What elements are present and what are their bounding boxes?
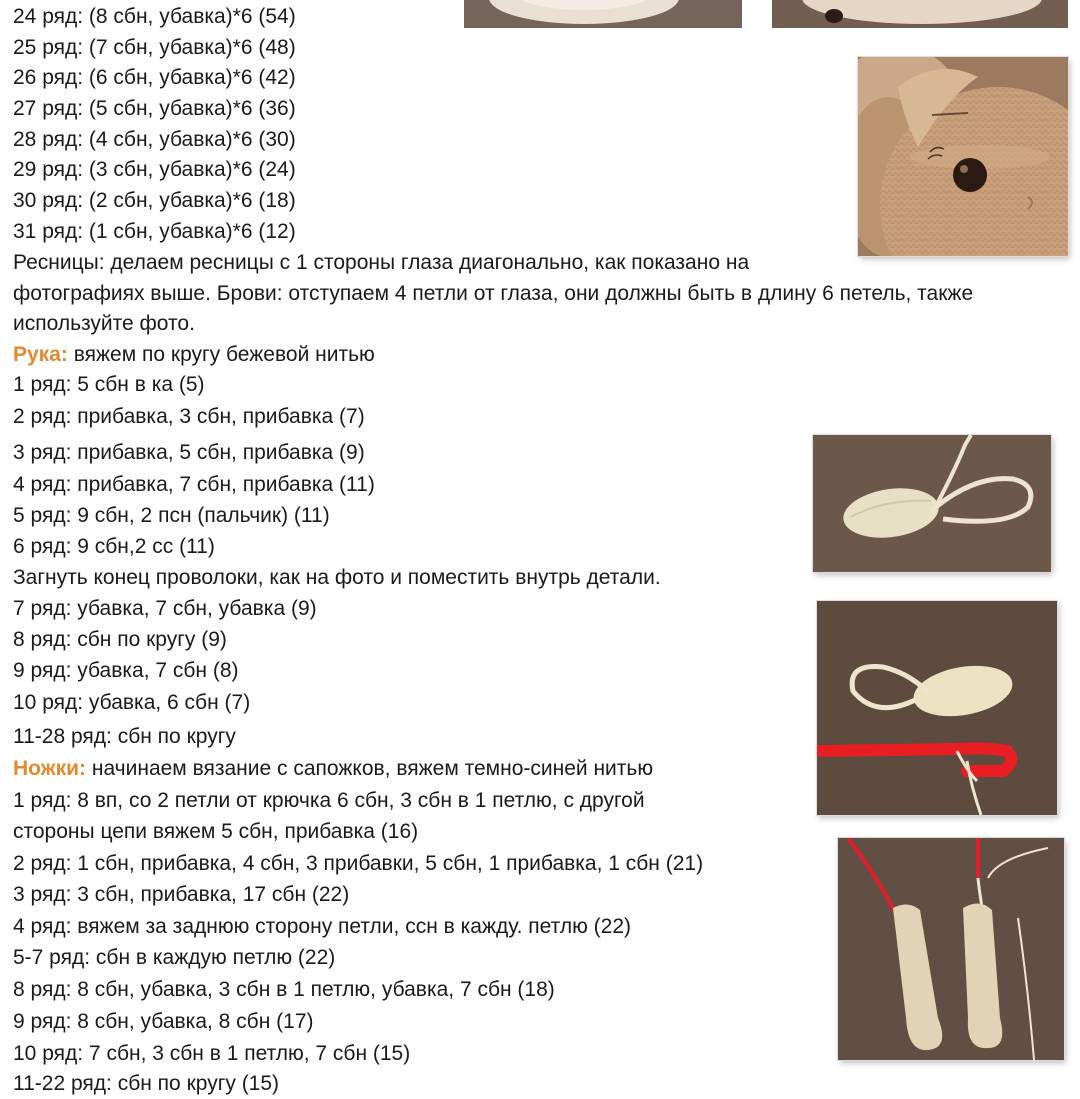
pattern-line: используйте фото. [13,312,195,335]
section-heading-line [13,340,375,370]
photo-head-top-right [772,0,1068,28]
pattern-line: 8 ряд: сбн по кругу (9) [13,628,227,651]
pattern-line: 28 ряд: (4 сбн, убавка)*6 (30) [13,128,296,151]
pattern-line: 25 ряд: (7 сбн, убавка)*6 (48) [13,36,296,59]
pattern-line: Ресницы: делаем ресницы с 1 стороны глаза диагонально, как показано на [13,251,750,274]
pattern-line: 1 ряд: 5 сбн в ка (5) [13,373,205,396]
pattern-line: 11-22 ряд: сбн по кругу (15) [13,1072,280,1095]
pattern-line: 9 ряд: убавка, 7 сбн (8) [13,659,239,682]
pattern-line: 3 ряд: 3 сбн, прибавка, 17 сбн (22) [13,883,350,906]
pattern-line: 11-28 ряд: сбн по кругу [13,725,236,748]
pattern-line: 6 ряд: 9 сбн,2 сс (11) [13,535,215,558]
pattern-line: 8 ряд: 8 сбн, убавка, 3 сбн в 1 петлю, убавка, 7 сбн (18) [13,978,555,1001]
pattern-line: 5-7 ряд: сбн в каждую петлю (22) [13,946,336,969]
pattern-line: 4 ряд: вяжем за заднюю сторону петли, ссн в кажду. петлю (22) [13,915,632,938]
photo-hand-red-wire [817,601,1057,815]
pattern-line: 10 ряд: 7 сбн, 3 сбн в 1 петлю, 7 сбн (15) [13,1042,411,1065]
pattern-line: 24 ряд: (8 сбн, убавка)*6 (54) [13,5,296,28]
section-heading-line [13,754,653,784]
pattern-line: 30 ряд: (2 сбн, убавка)*6 (18) [13,189,296,212]
pattern-line: стороны цепи вяжем 5 сбн, прибавка (16) [13,820,419,843]
photo-hand-wire-loop [813,435,1051,572]
section-description: начинаем вязание с сапожков, вяжем темно-синей нитью [86,757,654,780]
pattern-line: 27 ряд: (5 сбн, убавка)*6 (36) [13,97,296,120]
section-label: Ножки: [13,757,87,780]
pattern-line: 2 ряд: прибавка, 3 сбн, прибавка (7) [13,405,365,428]
section-description: вяжем по кругу бежевой нитью [67,343,375,366]
pattern-line: 2 ряд: 1 сбн, прибавка, 4 сбн, 3 прибавки, 5 сбн, 1 прибавка, 1 сбн (21) [13,852,704,875]
photo-doll-face [858,57,1068,256]
pattern-line: 7 ряд: убавка, 7 сбн, убавка (9) [13,597,317,620]
pattern-line: 31 ряд: (1 сбн, убавка)*6 (12) [13,220,296,243]
pattern-line: 1 ряд: 8 вп, со 2 петли от крючка 6 сбн, 3 сбн в 1 петлю, с другой [13,789,645,812]
pattern-line: 3 ряд: прибавка, 5 сбн, прибавка (9) [13,441,365,464]
pattern-line: 26 ряд: (6 сбн, убавка)*6 (42) [13,66,296,89]
pattern-line: 4 ряд: прибавка, 7 сбн, прибавка (11) [13,473,375,496]
photo-legs-on-wire [838,838,1064,1060]
pattern-line: Загнуть конец проволоки, как на фото и поместить внутрь детали. [13,566,661,589]
pattern-line: 29 ряд: (3 сбн, убавка)*6 (24) [13,158,296,181]
section-label: Рука: [13,343,68,366]
pattern-line: 5 ряд: 9 сбн, 2 псн (пальчик) (11) [13,504,330,527]
pattern-line: фотографиях выше. Брови: отступаем 4 петли от глаза, они должны быть в длину 6 петель, также [13,282,974,305]
photo-head-top-left [464,0,742,28]
pattern-line: 9 ряд: 8 сбн, убавка, 8 сбн (17) [13,1010,314,1033]
pattern-line: 10 ряд: убавка, 6 сбн (7) [13,691,251,714]
